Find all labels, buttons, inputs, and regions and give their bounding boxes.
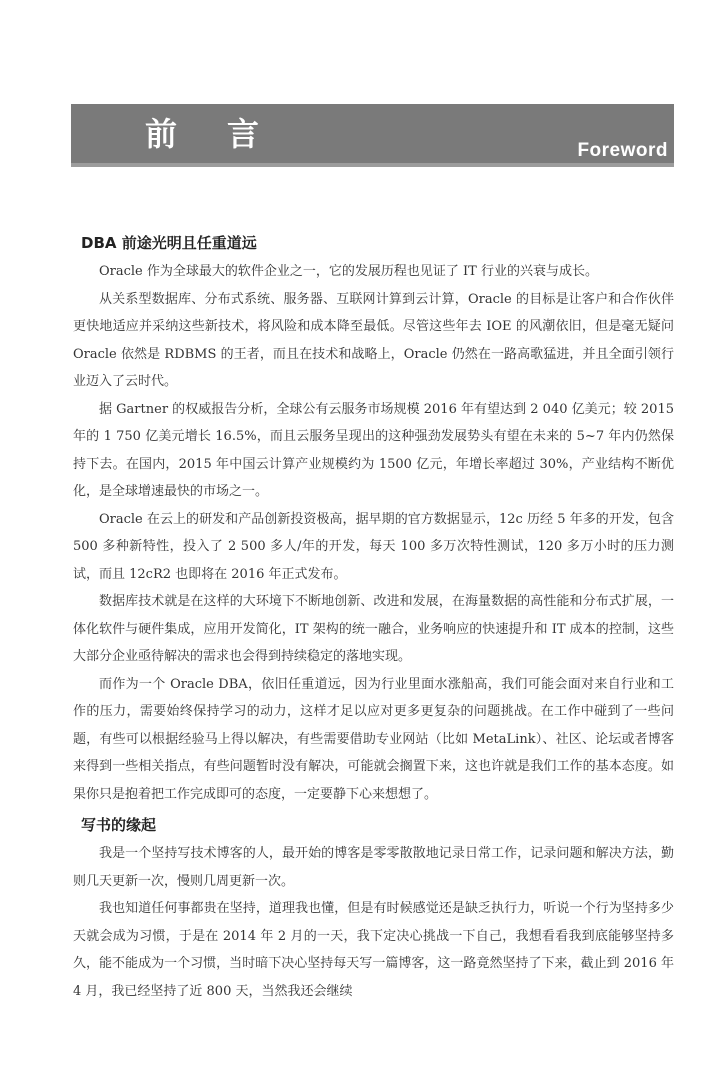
header-banner-underline [71, 163, 674, 167]
main-content [73, 228, 674, 1005]
section-heading: DBA 前途光明且任重道远 [81, 234, 257, 252]
section-dba-future [73, 228, 674, 808]
page-title: 前言 [145, 115, 310, 153]
section-book-origin [73, 810, 674, 1005]
paragraph: Oracle 作为全球最大的软件企业之一，它的发展历程也见证了 IT 行业的兴衰与成长。 [99, 264, 598, 279]
paragraph: 据 Gartner 的权威报告分析，全球公有云服务市场规模 2016 年有望达到 2 040 亿美元；较 2015 年的 1 750 亿美元增长 16.5%，而且云服务呈现出的这种强劲发展势头有望在未来的 5~7 年内仍然保持下去。在国内，2015 年中国云计算产业规模约为 1500 亿元，年增长率超过 30%，产业结构不断优化，是全球增速最快的市场之一。 [73, 401, 674, 499]
paragraph: 数据库技术就是在这样的大环境下不断地创新、改进和发展，在海量数据的高性能和分布式扩展，一体化软件与硬件集成，应用开发简化，IT 架构的统一融合，业务响应的快速提升和 IT 成本的控制，这些大部分企业亟待解决的需求也会得到持续稳定的落地实现。 [73, 594, 674, 664]
paragraph: Oracle 在云上的研发和产品创新投资极高，据早期的官方数据显示，12c 历经 5 年多的开发，包含 500 多种新特性，投入了 2 500 多人/年的开发，每天 100 多万次特性测试，120 多万小时的压力测试，而且 12cR2 也即将在 2016 年正式发布。 [73, 511, 674, 582]
paragraph: 从关系型数据库、分布式系统、服务器、互联网计算到云计算，Oracle 的目标是让客户和合作伙伴更快地适应并采纳这些新技术，将风险和成本降至最低。尽管这些年去 IOE 的风潮依旧，但是毫无疑问 Oracle 依然是 RDBMS 的王者，而且在技术和战略上，Oracle 仍然在一路高歌猛进，并且全面引领行业迈入了云时代。 [73, 291, 674, 389]
paragraph: 我是一个坚持写技术博客的人，最开始的博客是零零散散地记录日常工作，记录问题和解决方法，勤则几天更新一次，慢则几周更新一次。 [73, 846, 674, 889]
section-heading: 写书的缘起 [81, 816, 157, 834]
paragraph: 我也知道任何事都贵在坚持，道理我也懂，但是有时候感觉还是缺乏执行力，听说一个行为坚持多少天就会成为习惯，于是在 2014 年 2 月的一天，我下定决心挑战一下自己，我想看看我到底能够坚持多久，能不能成为一个习惯，当时暗下决心坚持每天写一篇博客，这一路竟然坚持了下来，截止到 2016 年 4 月，我已经坚持了近 800 天，当然我还会继续 [73, 901, 674, 999]
page-subtitle: Foreword [577, 140, 668, 161]
paragraph: 而作为一个 Oracle DBA，依旧任重道远，因为行业里面水涨船高，我们可能会面对来自行业和工作的压力，需要始终保持学习的动力，这样才足以应对更多更复杂的问题挑战。在工作中碰到了一些问题，有些可以根据经验马上得以解决，有些需要借助专业网站（比如 MetaLink）、社区、论坛或者博客来得到一些相关指点，有些问题暂时没有解决，可能就会搁置下来，这也许就是我们工作的基本态度。如果你只是抱着把工作完成即可的态度，一定要静下心来想想了。 [73, 676, 674, 802]
